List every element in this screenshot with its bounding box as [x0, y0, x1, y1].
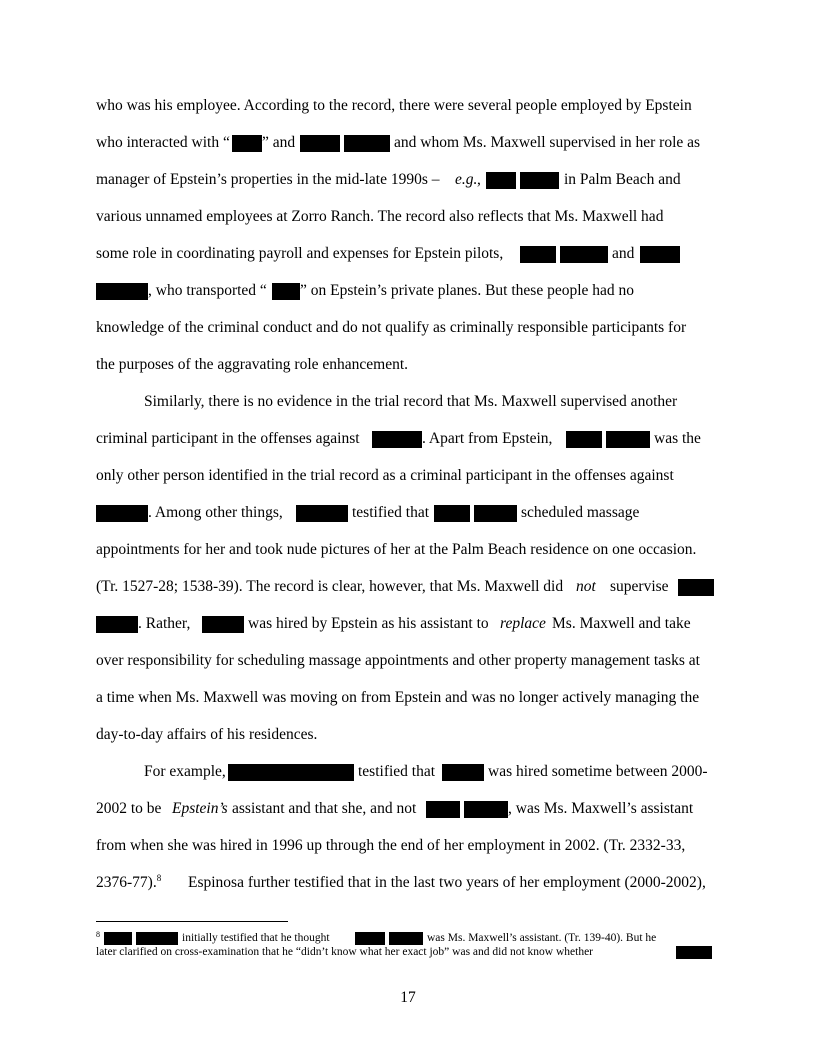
text: ,	[477, 171, 481, 188]
redaction-box	[606, 431, 650, 448]
text: manager of Epstein’s properties in the mid-late 1990s –	[96, 171, 440, 188]
redaction-box	[434, 505, 470, 522]
footnote-separator	[96, 921, 288, 922]
text: , who transported “	[148, 282, 267, 299]
redaction-box	[232, 135, 262, 152]
redaction-box	[442, 764, 484, 781]
text: later clarified on cross-examination that he “didn’t know what her exact job” was and did not know whether	[96, 946, 594, 958]
text	[96, 873, 161, 894]
redaction-box	[640, 246, 680, 263]
text: various unnamed employees at Zorro Ranch. The record also reflects that Ms. Maxwell had	[96, 208, 664, 225]
text-italic: not	[576, 578, 596, 595]
text: testified that	[352, 504, 430, 521]
text: . Apart from Epstein,	[422, 430, 553, 447]
footnote-ref: 8	[156, 873, 162, 883]
text: and whom Ms. Maxwell supervised in her role as	[394, 134, 701, 151]
redaction-box	[344, 135, 390, 152]
redaction-box	[136, 932, 178, 945]
text: day-to-day affairs of his residences.	[96, 726, 318, 743]
text: 2002 to be	[96, 800, 162, 817]
redaction-box	[202, 616, 244, 633]
text: supervise	[610, 578, 669, 595]
text: the purposes of the aggravating role enhancement.	[96, 356, 409, 373]
redaction-box	[272, 283, 300, 300]
text: Espinosa further testified that in the last two years of her employment (2000-2002),	[188, 874, 706, 891]
text: appointments for her and took nude pictures of her at the Palm Beach residence on one occasion.	[96, 541, 697, 558]
text: knowledge of the criminal conduct and do not qualify as criminally responsible participants for	[96, 319, 687, 336]
footnote-marker: 8	[96, 930, 100, 939]
text: who was his employee. According to the record, there were several people employed by Epstein	[96, 97, 692, 114]
redaction-box	[566, 431, 602, 448]
redaction-box	[426, 801, 460, 818]
text: a time when Ms. Maxwell was moving on from Epstein and was no longer actively managing the	[96, 689, 700, 706]
redaction-box	[96, 616, 138, 633]
page-number: 17	[400, 989, 416, 1006]
text: over responsibility for scheduling massage appointments and other property management tasks at	[96, 652, 700, 669]
text: was the	[654, 430, 701, 447]
text: . Rather,	[138, 615, 191, 632]
redaction-box	[355, 932, 385, 945]
text: only other person identified in the trial record as a criminal participant in the offenses against	[96, 467, 674, 484]
redaction-box	[372, 431, 422, 448]
text: was hired sometime between 2000-	[488, 763, 708, 780]
text: criminal participant in the offenses against	[96, 430, 360, 447]
text: For example,	[144, 763, 226, 780]
text: assistant and that she, and not	[232, 800, 417, 817]
redaction-box	[228, 764, 354, 781]
text: ” and	[262, 134, 296, 151]
redaction-box	[486, 172, 516, 189]
text: 2376-77).	[96, 874, 157, 891]
redaction-box	[474, 505, 517, 522]
text: (Tr. 1527-28; 1538-39). The record is clear, however, that Ms. Maxwell did	[96, 578, 564, 595]
redaction-box	[104, 932, 132, 945]
redaction-box	[96, 283, 148, 300]
text-italic: e.g.	[455, 171, 478, 188]
text: initially testified that he thought	[182, 932, 330, 944]
redaction-box	[676, 946, 712, 959]
text: testified that	[358, 763, 436, 780]
text: was Ms. Maxwell’s assistant. (Tr. 139-40). But he	[427, 932, 657, 944]
text: was hired by Epstein as his assistant to	[248, 615, 489, 632]
text: some role in coordinating payroll and expenses for Epstein pilots,	[96, 245, 504, 262]
text-italic: replace	[500, 615, 546, 632]
redaction-box	[464, 801, 508, 818]
redaction-box	[96, 505, 148, 522]
text: ” on Epstein’s private planes. But these people had no	[300, 282, 635, 299]
redaction-box	[560, 246, 608, 263]
text: and	[612, 245, 635, 262]
redaction-box	[678, 579, 714, 596]
text: who interacted with “	[96, 134, 230, 151]
redaction-box	[300, 135, 340, 152]
text: scheduled massage	[521, 504, 640, 521]
text: from when she was hired in 1996 up through the end of her employment in 2002. (Tr. 2332-33,	[96, 837, 686, 854]
text-italic: Epstein’s	[172, 800, 228, 817]
redaction-box	[520, 172, 559, 189]
text: , was Ms. Maxwell’s assistant	[508, 800, 694, 817]
redaction-box	[296, 505, 348, 522]
text: in Palm Beach and	[564, 171, 681, 188]
text: Ms. Maxwell and take	[552, 615, 691, 632]
text: Similarly, there is no evidence in the trial record that Ms. Maxwell supervised another	[144, 393, 678, 410]
redaction-box	[520, 246, 556, 263]
text: . Among other things,	[148, 504, 283, 521]
redaction-box	[389, 932, 423, 945]
